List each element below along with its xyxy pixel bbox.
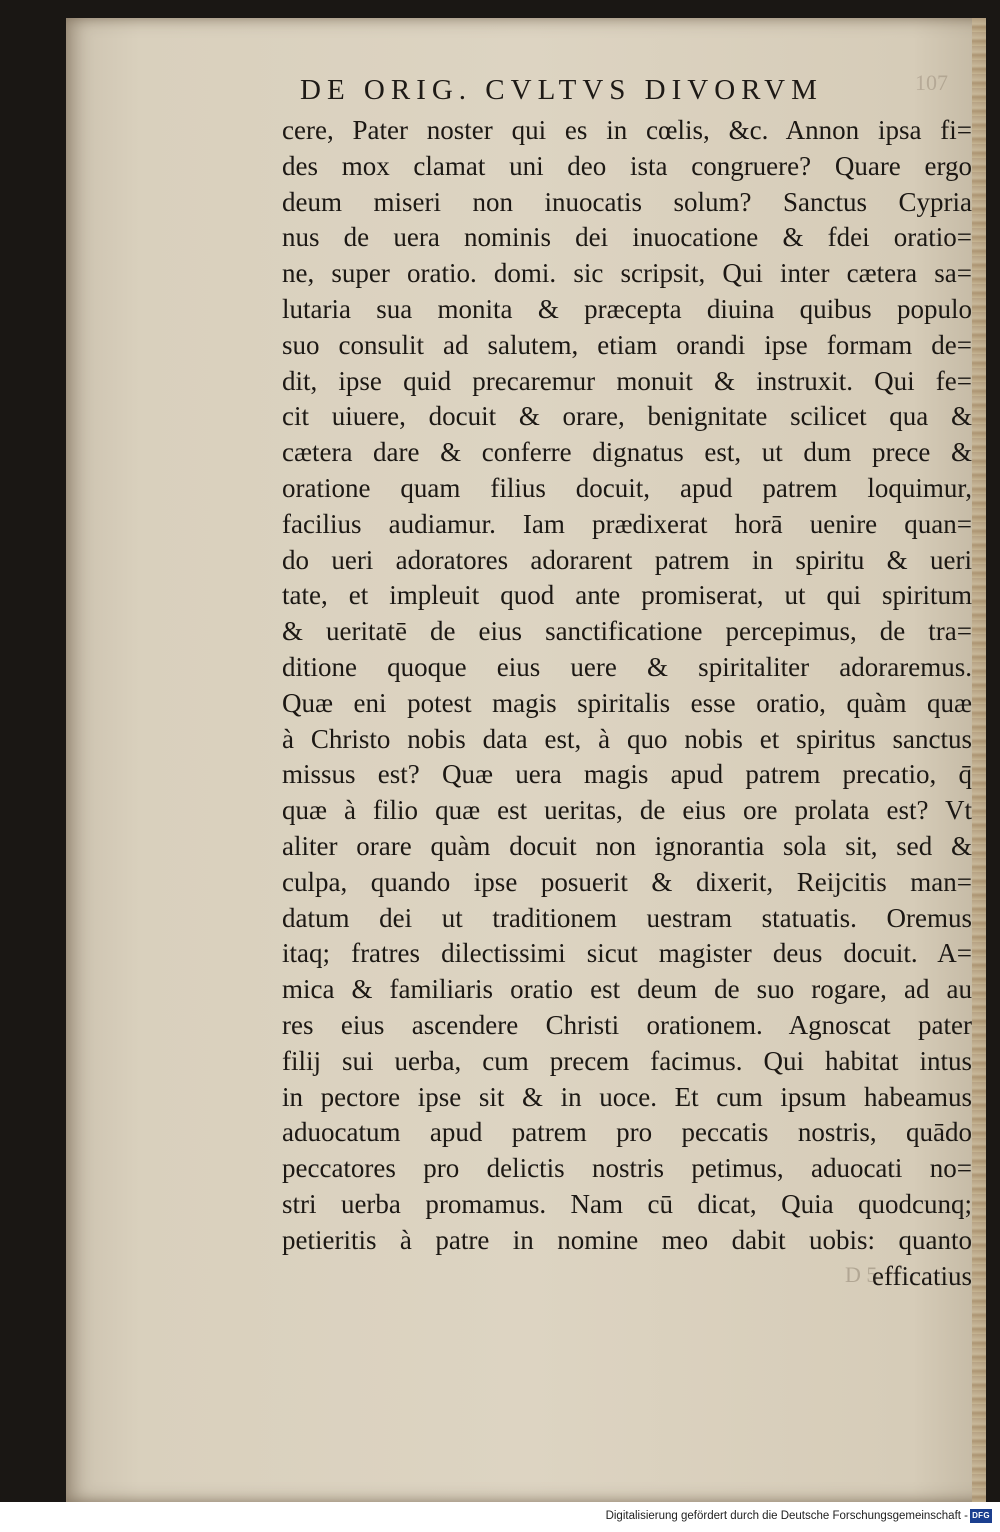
text-line: culpa, quando ipse posuerit & dixerit, Reijcitis man= [282, 866, 972, 897]
text-line: aduocatum apud patrem pro peccatis nostris, quādo [282, 1117, 972, 1148]
text-line: nus de uera nominis dei inuocatione & fdei oratio= [282, 222, 972, 253]
text-line: stri uerba promamus. Nam cū dicat, Quia quodcunq; [282, 1188, 972, 1219]
text-line: & ueritatē de eius sanctificatione percepimus, de tra= [282, 616, 972, 647]
text-line: ditione quoque eius uere & spiritaliter adoraremus. [282, 651, 972, 682]
text-line: aliter orare quàm docuit non ignorantia sola sit, sed & [282, 830, 972, 861]
text-line: lutaria sua monita & præcepta diuina quibus populo [282, 293, 972, 324]
text-line: in pectore ipse sit & in uoce. Et cum ipsum habeamus [282, 1081, 972, 1112]
text-line: quæ à filio quæ est ueritas, de eius ore prolata est? Vt [282, 795, 972, 826]
text-line: dit, ipse quid precaremur monuit & instruxit. Qui fe= [282, 365, 972, 396]
running-head: DE ORIG. CVLTVS DIVORVM [300, 74, 823, 106]
funding-credit: Digitalisierung gefördert durch die Deutsche Forschungsgemeinschaft - [605, 1510, 968, 1522]
text-line: à Christo nobis data est, à quo nobis et spiritus sanctus [282, 723, 972, 754]
text-line: deum miseri non inuocatis solum? Sanctus Cypria [282, 186, 972, 217]
text-line: cere, Pater noster qui es in cœlis, &c. Annon ipsa fi= [282, 115, 972, 145]
text-line: missus est? Quæ uera magis apud patrem precatio, q̄ [282, 759, 972, 790]
text-line: cætera dare & conferre dignatus est, ut dum prece & [282, 437, 972, 468]
text-line: Quæ eni potest magis spiritalis esse oratio, quàm quæ [282, 687, 972, 718]
text-line: ne, super oratio. domi. sic scripsit, Qui inter cætera sa= [282, 258, 972, 289]
text-line: res eius ascendere Christi orationem. Agnoscat pater [282, 1009, 972, 1040]
body-text [282, 113, 972, 1294]
text-line: petieritis à patre in nomine meo dabit uobis: quanto [282, 1224, 972, 1255]
text-line: suo consulit ad salutem, etiam orandi ipse formam de= [282, 329, 972, 360]
text-line: tate, et impleuit quod ante promiserat, ut qui spiritum [282, 580, 972, 611]
text-line: cit uiuere, docuit & orare, benignitate scilicet qua & [282, 401, 972, 432]
text-line: facilius audiamur. Iam prædixerat horā uenire quan= [282, 508, 972, 539]
dfg-logo: DFG [970, 1509, 992, 1523]
folio-bleed-through: 107 [915, 70, 948, 95]
text-line: oratione quam filius docuit, apud patrem loquimur, [282, 472, 972, 503]
text-line: itaq; fratres dilectissimi sicut magister deus docuit. A= [282, 938, 972, 969]
text-line: filij sui uerba, cum precem facimus. Qui habitat intus [282, 1045, 972, 1076]
text-line: mica & familiaris oratio est deum de suo rogare, ad au [282, 974, 972, 1005]
text-line: peccatores pro delictis nostris petimus, aduocati no= [282, 1153, 972, 1184]
catchword: efficatius [872, 1260, 972, 1291]
text-line: do ueri adoratores adorarent patrem in spiritu & ueri [282, 544, 972, 575]
page-edge-stack [972, 18, 986, 1502]
signature-mark-bleed-through: D 5 [845, 1262, 878, 1287]
footer-bar [0, 1502, 1000, 1532]
text-line: datum dei ut traditionem uestram statuatis. Oremus [282, 902, 972, 933]
text-line: des mox clamat uni deo ista congruere? Quare ergo [282, 150, 972, 181]
